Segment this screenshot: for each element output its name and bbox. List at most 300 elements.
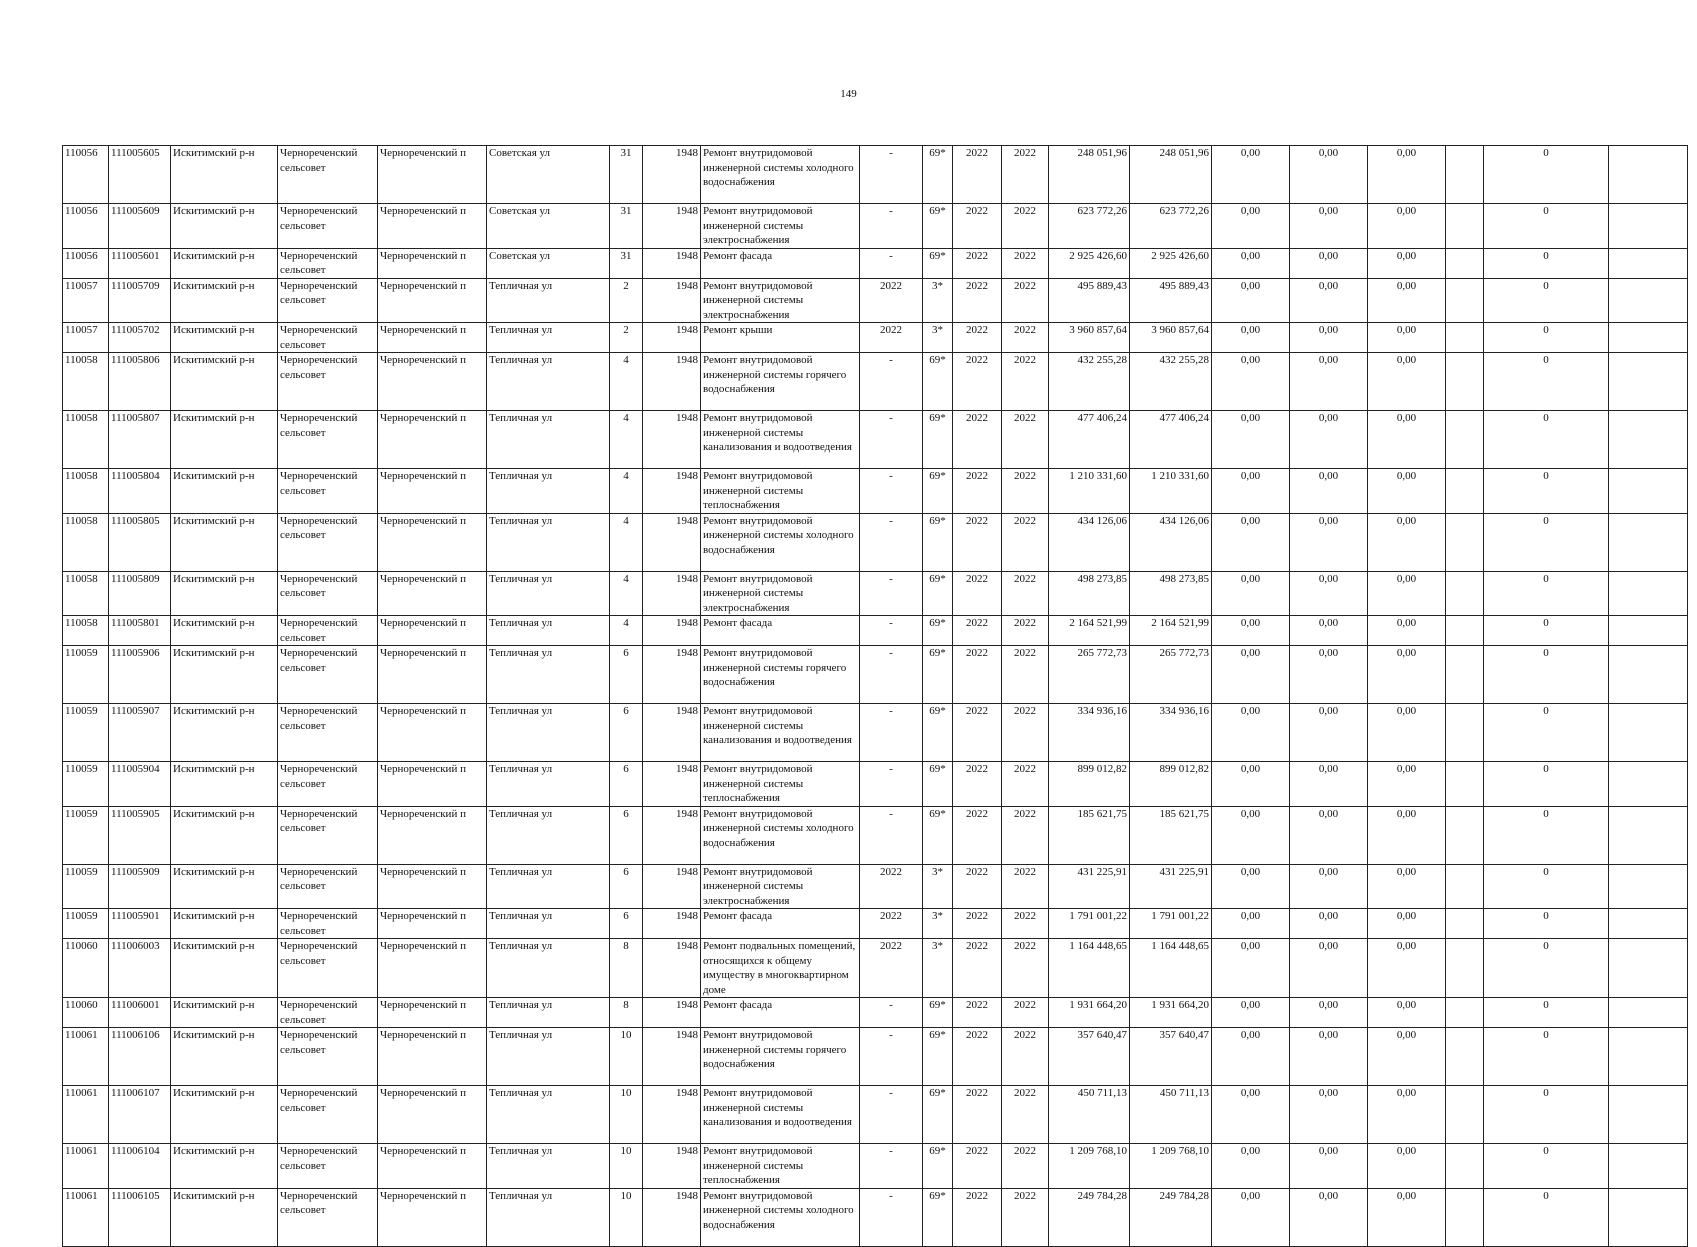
row-fund-cost: 477 406,24 [1130,411,1212,469]
row-value-3: 0,00 [1368,1086,1446,1144]
row-fund-cost: 434 126,06 [1130,513,1212,571]
row-total-cost: 498 273,85 [1049,571,1130,616]
row-value-3: 0,00 [1368,278,1446,323]
row-total-cost: 2 925 426,60 [1049,248,1130,278]
row-value-5: 0 [1484,323,1609,353]
row-total-cost: 1 210 331,60 [1049,469,1130,514]
row-fund-cost: 450 711,13 [1130,1086,1212,1144]
table-row [63,469,1688,514]
row-work: Ремонт внутридомовой инженерной системы канализования и водоотведения [701,1086,860,1144]
row-house: 6 [610,646,643,704]
row-value-4 [1446,704,1484,762]
row-value-2: 0,00 [1290,411,1368,469]
row-start-year: 2022 [953,616,1002,646]
row-house: 4 [610,513,643,571]
row-fund-cost: 623 772,26 [1130,204,1212,249]
row-total-cost: 265 772,73 [1049,646,1130,704]
row-value-5: 0 [1484,513,1609,571]
row-municipality: Чернореченский сельсовет [278,411,378,469]
row-total-cost: 334 936,16 [1049,704,1130,762]
row-fund-cost: 2 925 426,60 [1130,248,1212,278]
row-value-3: 0,00 [1368,704,1446,762]
row-id: 110060 [63,939,109,998]
row-value-3: 0,00 [1368,323,1446,353]
row-code: 111005805 [109,513,171,571]
row-house: 2 [610,278,643,323]
row-work: Ремонт внутридомовой инженерной системы канализования и водоотведения [701,704,860,762]
row-value-2: 0,00 [1290,146,1368,204]
row-value-4 [1446,762,1484,807]
row-municipality: Чернореченский сельсовет [278,513,378,571]
row-value-6 [1609,353,1688,411]
row-value-4 [1446,998,1484,1028]
row-mark: 3* [923,939,953,998]
row-code: 111006106 [109,1028,171,1086]
row-value-3: 0,00 [1368,1188,1446,1246]
row-value-2: 0,00 [1290,323,1368,353]
row-value-1: 0,00 [1212,864,1290,909]
row-street: Советская ул [487,204,610,249]
row-value-3: 0,00 [1368,248,1446,278]
row-value-1: 0,00 [1212,909,1290,939]
row-fund-cost: 498 273,85 [1130,571,1212,616]
row-settlement: Чернореченский п [378,704,487,762]
row-work: Ремонт фасада [701,616,860,646]
row-value-4 [1446,513,1484,571]
row-plan-year: - [860,1144,923,1189]
row-value-5: 0 [1484,806,1609,864]
table-row [63,323,1688,353]
row-value-4 [1446,646,1484,704]
row-id: 110059 [63,909,109,939]
row-value-2: 0,00 [1290,646,1368,704]
row-value-5: 0 [1484,146,1609,204]
row-district: Искитимский р-н [171,806,278,864]
row-value-4 [1446,909,1484,939]
row-plan-year: - [860,806,923,864]
row-settlement: Чернореченский п [378,762,487,807]
row-settlement: Чернореченский п [378,411,487,469]
row-settlement: Чернореченский п [378,616,487,646]
row-built-year: 1948 [643,411,701,469]
row-street: Тепличная ул [487,939,610,998]
row-value-3: 0,00 [1368,939,1446,998]
row-municipality: Чернореченский сельсовет [278,762,378,807]
row-house: 4 [610,571,643,616]
row-built-year: 1948 [643,1086,701,1144]
row-street: Тепличная ул [487,1086,610,1144]
row-value-3: 0,00 [1368,864,1446,909]
row-plan-year: - [860,998,923,1028]
row-settlement: Чернореченский п [378,323,487,353]
row-value-3: 0,00 [1368,411,1446,469]
row-value-5: 0 [1484,616,1609,646]
row-district: Искитимский р-н [171,1188,278,1246]
row-code: 111006003 [109,939,171,998]
row-built-year: 1948 [643,616,701,646]
row-built-year: 1948 [643,353,701,411]
row-code: 111006107 [109,1086,171,1144]
row-value-6 [1609,704,1688,762]
row-plan-year: - [860,1028,923,1086]
row-settlement: Чернореченский п [378,204,487,249]
row-total-cost: 623 772,26 [1049,204,1130,249]
row-mark: 69* [923,248,953,278]
row-built-year: 1948 [643,323,701,353]
row-value-1: 0,00 [1212,411,1290,469]
row-mark: 69* [923,1086,953,1144]
row-value-5: 0 [1484,939,1609,998]
row-value-5: 0 [1484,1028,1609,1086]
row-end-year: 2022 [1002,204,1049,249]
row-value-6 [1609,571,1688,616]
row-plan-year: - [860,513,923,571]
row-value-2: 0,00 [1290,864,1368,909]
row-built-year: 1948 [643,513,701,571]
row-value-4 [1446,248,1484,278]
table-row [63,1086,1688,1144]
row-end-year: 2022 [1002,353,1049,411]
row-start-year: 2022 [953,248,1002,278]
row-settlement: Чернореченский п [378,278,487,323]
row-value-5: 0 [1484,998,1609,1028]
row-value-1: 0,00 [1212,513,1290,571]
row-id: 110056 [63,248,109,278]
row-total-cost: 3 960 857,64 [1049,323,1130,353]
row-street: Тепличная ул [487,469,610,514]
row-end-year: 2022 [1002,469,1049,514]
row-fund-cost: 3 960 857,64 [1130,323,1212,353]
row-start-year: 2022 [953,278,1002,323]
row-value-6 [1609,646,1688,704]
row-value-1: 0,00 [1212,1144,1290,1189]
row-value-2: 0,00 [1290,513,1368,571]
row-value-4 [1446,939,1484,998]
row-built-year: 1948 [643,204,701,249]
row-fund-cost: 248 051,96 [1130,146,1212,204]
row-end-year: 2022 [1002,909,1049,939]
row-street: Тепличная ул [487,616,610,646]
row-work: Ремонт внутридомовой инженерной системы теплоснабжения [701,1144,860,1189]
row-value-1: 0,00 [1212,616,1290,646]
row-start-year: 2022 [953,1028,1002,1086]
row-fund-cost: 1 931 664,20 [1130,998,1212,1028]
row-total-cost: 450 711,13 [1049,1086,1130,1144]
row-built-year: 1948 [643,646,701,704]
row-value-3: 0,00 [1368,469,1446,514]
row-settlement: Чернореченский п [378,513,487,571]
row-value-2: 0,00 [1290,571,1368,616]
row-built-year: 1948 [643,806,701,864]
row-value-3: 0,00 [1368,513,1446,571]
row-id: 110058 [63,353,109,411]
row-mark: 69* [923,616,953,646]
row-house: 4 [610,469,643,514]
row-street: Тепличная ул [487,998,610,1028]
row-built-year: 1948 [643,909,701,939]
row-plan-year: - [860,353,923,411]
row-code: 111006104 [109,1144,171,1189]
row-built-year: 1948 [643,146,701,204]
row-end-year: 2022 [1002,1188,1049,1246]
row-mark: 3* [923,278,953,323]
row-settlement: Чернореченский п [378,998,487,1028]
row-district: Искитимский р-н [171,469,278,514]
row-built-year: 1948 [643,1144,701,1189]
row-value-1: 0,00 [1212,469,1290,514]
row-work: Ремонт подвальных помещений, относящихся к общему имуществу в многоквартирном доме [701,939,860,998]
row-mark: 3* [923,909,953,939]
row-work: Ремонт внутридомовой инженерной системы холодного водоснабжения [701,1188,860,1246]
row-value-2: 0,00 [1290,1028,1368,1086]
row-fund-cost: 432 255,28 [1130,353,1212,411]
row-value-6 [1609,998,1688,1028]
row-value-4 [1446,616,1484,646]
row-municipality: Чернореченский сельсовет [278,646,378,704]
table-row [63,513,1688,571]
row-house: 8 [610,939,643,998]
row-value-2: 0,00 [1290,1086,1368,1144]
row-plan-year: - [860,616,923,646]
row-street: Тепличная ул [487,1144,610,1189]
row-district: Искитимский р-н [171,646,278,704]
row-mark: 69* [923,646,953,704]
row-work: Ремонт внутридомовой инженерной системы холодного водоснабжения [701,513,860,571]
row-id: 110057 [63,323,109,353]
row-value-3: 0,00 [1368,762,1446,807]
row-total-cost: 249 784,28 [1049,1188,1130,1246]
row-value-1: 0,00 [1212,353,1290,411]
row-work: Ремонт крыши [701,323,860,353]
row-street: Тепличная ул [487,513,610,571]
row-value-4 [1446,204,1484,249]
row-id: 110061 [63,1028,109,1086]
row-value-6 [1609,1028,1688,1086]
row-street: Тепличная ул [487,353,610,411]
row-code: 111005804 [109,469,171,514]
row-value-5: 0 [1484,646,1609,704]
row-district: Искитимский р-н [171,278,278,323]
row-street: Тепличная ул [487,806,610,864]
row-code: 111006001 [109,998,171,1028]
row-id: 110059 [63,762,109,807]
row-value-6 [1609,806,1688,864]
row-end-year: 2022 [1002,1144,1049,1189]
row-street: Тепличная ул [487,762,610,807]
row-value-3: 0,00 [1368,571,1446,616]
row-street: Тепличная ул [487,1028,610,1086]
row-mark: 69* [923,204,953,249]
row-value-1: 0,00 [1212,323,1290,353]
row-plan-year: 2022 [860,939,923,998]
row-mark: 69* [923,571,953,616]
table-row [63,998,1688,1028]
row-house: 6 [610,806,643,864]
row-value-1: 0,00 [1212,146,1290,204]
row-value-6 [1609,411,1688,469]
row-end-year: 2022 [1002,411,1049,469]
row-municipality: Чернореченский сельсовет [278,1086,378,1144]
row-mark: 69* [923,353,953,411]
row-district: Искитимский р-н [171,909,278,939]
row-value-6 [1609,1188,1688,1246]
table-row [63,806,1688,864]
row-municipality: Чернореченский сельсовет [278,704,378,762]
row-start-year: 2022 [953,513,1002,571]
row-id: 110059 [63,704,109,762]
row-municipality: Чернореченский сельсовет [278,1144,378,1189]
row-value-3: 0,00 [1368,806,1446,864]
row-municipality: Чернореченский сельсовет [278,323,378,353]
row-end-year: 2022 [1002,864,1049,909]
table-row [63,353,1688,411]
row-municipality: Чернореченский сельсовет [278,806,378,864]
row-value-6 [1609,1144,1688,1189]
row-plan-year: - [860,411,923,469]
row-total-cost: 431 225,91 [1049,864,1130,909]
row-municipality: Чернореченский сельсовет [278,1028,378,1086]
row-code: 111005904 [109,762,171,807]
table-row [63,204,1688,249]
row-house: 4 [610,616,643,646]
row-code: 111005605 [109,146,171,204]
table-row [63,278,1688,323]
row-total-cost: 2 164 521,99 [1049,616,1130,646]
row-value-5: 0 [1484,864,1609,909]
row-plan-year: - [860,646,923,704]
row-code: 111006105 [109,1188,171,1246]
row-value-4 [1446,1144,1484,1189]
row-work: Ремонт внутридомовой инженерной системы горячего водоснабжения [701,1028,860,1086]
row-built-year: 1948 [643,469,701,514]
row-value-2: 0,00 [1290,806,1368,864]
row-fund-cost: 1 210 331,60 [1130,469,1212,514]
row-value-2: 0,00 [1290,1144,1368,1189]
row-street: Советская ул [487,146,610,204]
row-mark: 69* [923,998,953,1028]
row-fund-cost: 357 640,47 [1130,1028,1212,1086]
row-house: 10 [610,1188,643,1246]
row-start-year: 2022 [953,1188,1002,1246]
row-total-cost: 1 209 768,10 [1049,1144,1130,1189]
row-house: 8 [610,998,643,1028]
row-id: 110057 [63,278,109,323]
row-code: 111005906 [109,646,171,704]
table-row [63,909,1688,939]
row-code: 111005905 [109,806,171,864]
row-work: Ремонт внутридомовой инженерной системы канализования и водоотведения [701,411,860,469]
row-settlement: Чернореченский п [378,939,487,998]
row-start-year: 2022 [953,704,1002,762]
row-house: 10 [610,1028,643,1086]
row-code: 111005806 [109,353,171,411]
row-value-4 [1446,353,1484,411]
row-id: 110058 [63,571,109,616]
row-work: Ремонт внутридомовой инженерной системы холодного водоснабжения [701,146,860,204]
row-street: Тепличная ул [487,411,610,469]
row-value-1: 0,00 [1212,998,1290,1028]
row-start-year: 2022 [953,411,1002,469]
row-value-6 [1609,1086,1688,1144]
row-plan-year: - [860,1086,923,1144]
row-mark: 69* [923,146,953,204]
row-value-6 [1609,939,1688,998]
row-value-1: 0,00 [1212,204,1290,249]
row-house: 2 [610,323,643,353]
row-value-6 [1609,762,1688,807]
row-value-3: 0,00 [1368,646,1446,704]
row-id: 110060 [63,998,109,1028]
row-mark: 69* [923,1144,953,1189]
row-built-year: 1948 [643,864,701,909]
row-work: Ремонт внутридомовой инженерной системы электроснабжения [701,571,860,616]
row-municipality: Чернореченский сельсовет [278,571,378,616]
repair-register-table [62,145,1688,1247]
row-street: Тепличная ул [487,1188,610,1246]
row-end-year: 2022 [1002,704,1049,762]
page-number: 149 [840,88,857,100]
row-municipality: Чернореченский сельсовет [278,204,378,249]
row-id: 110059 [63,806,109,864]
row-built-year: 1948 [643,278,701,323]
row-value-4 [1446,571,1484,616]
row-id: 110056 [63,204,109,249]
row-municipality: Чернореченский сельсовет [278,353,378,411]
row-mark: 3* [923,323,953,353]
row-value-1: 0,00 [1212,762,1290,807]
row-end-year: 2022 [1002,1028,1049,1086]
row-start-year: 2022 [953,1086,1002,1144]
row-value-2: 0,00 [1290,278,1368,323]
row-built-year: 1948 [643,704,701,762]
row-value-6 [1609,616,1688,646]
row-mark: 69* [923,1028,953,1086]
row-built-year: 1948 [643,998,701,1028]
row-municipality: Чернореченский сельсовет [278,146,378,204]
row-value-1: 0,00 [1212,704,1290,762]
row-value-1: 0,00 [1212,1086,1290,1144]
row-id: 110058 [63,513,109,571]
row-district: Искитимский р-н [171,513,278,571]
row-plan-year: - [860,248,923,278]
row-settlement: Чернореченский п [378,909,487,939]
row-work: Ремонт фасада [701,998,860,1028]
row-municipality: Чернореченский сельсовет [278,909,378,939]
row-built-year: 1948 [643,248,701,278]
row-value-3: 0,00 [1368,146,1446,204]
row-value-5: 0 [1484,248,1609,278]
row-total-cost: 477 406,24 [1049,411,1130,469]
row-value-5: 0 [1484,1188,1609,1246]
row-start-year: 2022 [953,806,1002,864]
row-value-6 [1609,323,1688,353]
row-total-cost: 248 051,96 [1049,146,1130,204]
row-total-cost: 432 255,28 [1049,353,1130,411]
row-code: 111005809 [109,571,171,616]
row-district: Искитимский р-н [171,762,278,807]
row-settlement: Чернореченский п [378,1144,487,1189]
row-fund-cost: 2 164 521,99 [1130,616,1212,646]
row-code: 111005907 [109,704,171,762]
row-street: Тепличная ул [487,704,610,762]
row-value-2: 0,00 [1290,616,1368,646]
row-end-year: 2022 [1002,1086,1049,1144]
table-row [63,616,1688,646]
row-value-5: 0 [1484,762,1609,807]
row-municipality: Чернореченский сельсовет [278,998,378,1028]
row-value-6 [1609,248,1688,278]
row-plan-year: 2022 [860,323,923,353]
